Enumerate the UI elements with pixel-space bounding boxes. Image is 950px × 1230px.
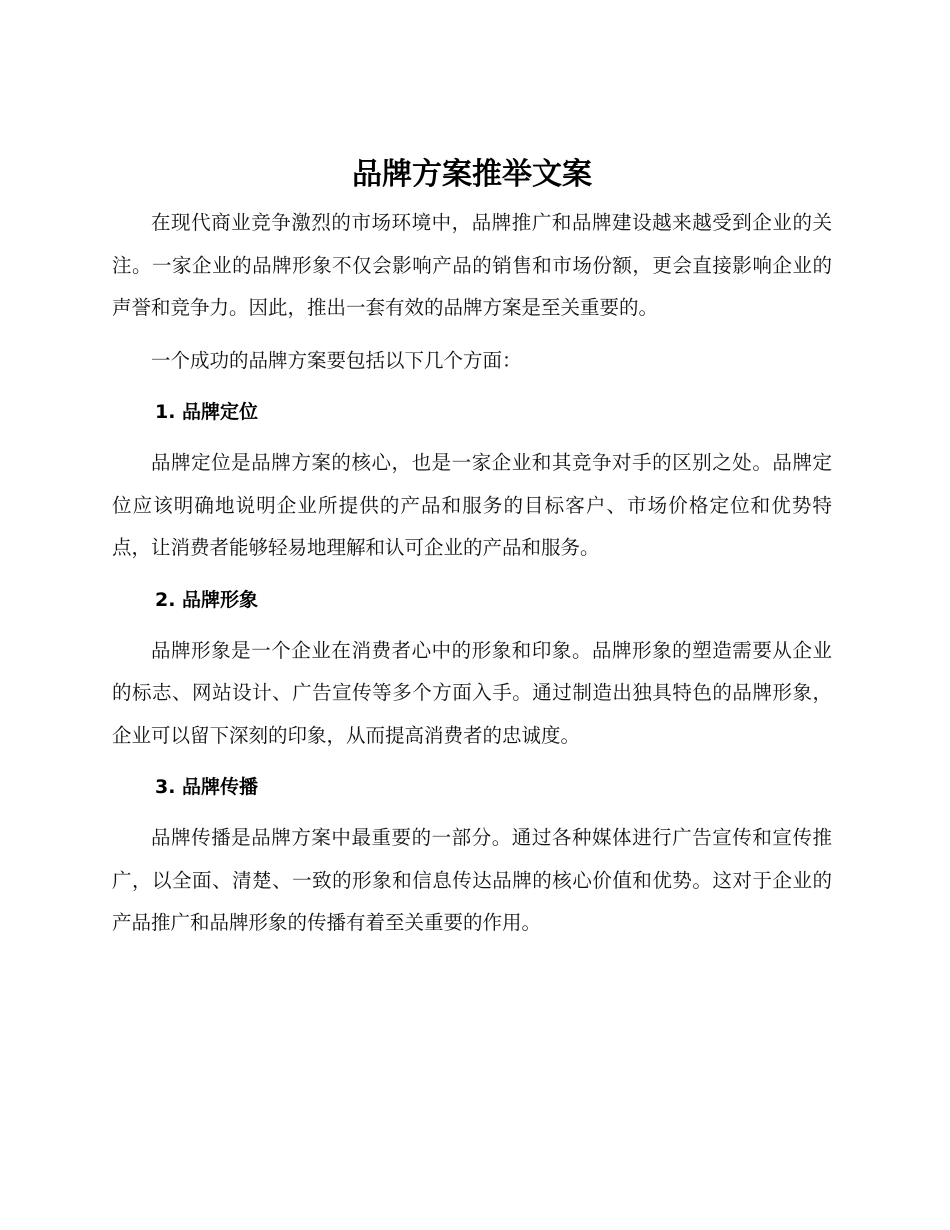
section-body: 品牌传播是品牌方案中最重要的一部分。通过各种媒体进行广告宣传和宣传推广，以全面、清楚、一致的形象和信息传达品牌的核心价值和优势。这对于企业的产品推广和品牌形象的传播有着至关重要的作用。 xyxy=(112,826,832,934)
document-title: 品牌方案推举文案 xyxy=(352,157,592,192)
section-heading: 2. 品牌形象 xyxy=(155,588,259,611)
section-positioning xyxy=(112,391,832,570)
section-heading: 3. 品牌传播 xyxy=(155,776,259,798)
section-communication xyxy=(112,766,832,945)
lead-in-paragraph: 一个成功的品牌方案要包括以下几个方面： xyxy=(151,348,522,372)
section-body: 品牌定位是品牌方案的核心，也是一家企业和其竞争对手的区别之处。品牌定位应该明确地说明企业所提供的产品和服务的目标客户、市场价格定位和优势特点，让消费者能够轻易地理解和认可企业的产品和服务。 xyxy=(112,451,832,559)
section-heading: 1. 品牌定位 xyxy=(155,401,259,423)
document-page xyxy=(112,148,832,945)
intro-paragraph: 在现代商业竞争激烈的市场环境中，品牌推广和品牌建设越来越受到企业的关注。一家企业的品牌形象不仅会影响产品的销售和市场份额，更会直接影响企业的声誉和竞争力。因此，推出一套有效的品牌方案是至关重要的。 xyxy=(112,211,832,319)
section-body: 品牌形象是一个企业在消费者心中的形象和印象。品牌形象的塑造需要从企业的标志、网站设计、广告宣传等多个方面入手。通过制造出独具特色的品牌形象，企业可以留下深刻的印象，从而提高消费者的忠诚度。 xyxy=(112,638,832,747)
section-image xyxy=(112,579,832,758)
